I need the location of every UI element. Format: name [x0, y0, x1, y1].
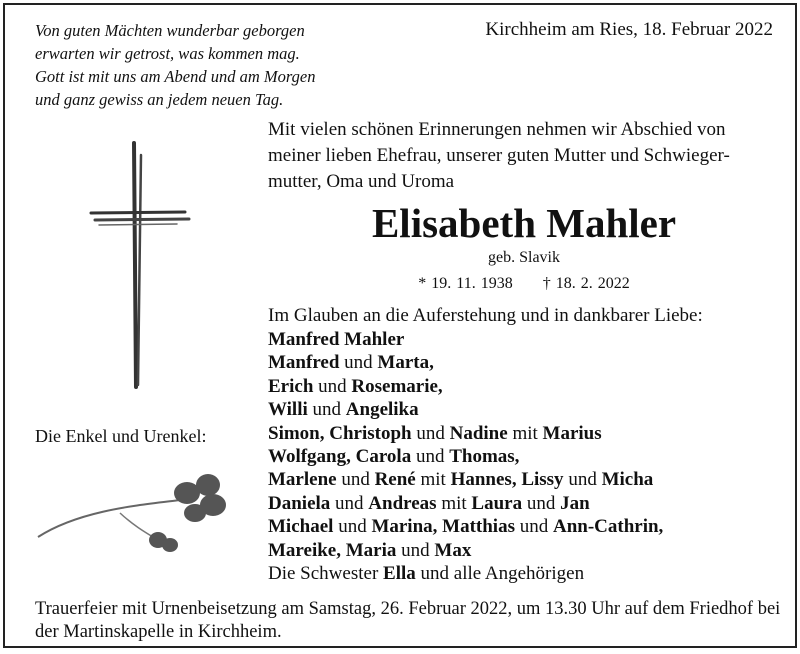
mourner-name: Marta, — [377, 352, 434, 374]
mourner-name: Nadine — [449, 422, 508, 444]
place-date: Kirchheim am Ries, 18. Februar 2022 — [485, 19, 773, 40]
mourner-name: Mareike, Maria — [268, 539, 397, 561]
mourner-name: Hannes, Lissy — [450, 469, 564, 491]
mourner-name: Daniela — [268, 492, 331, 514]
mourner-line — [268, 422, 663, 445]
mourner-name: Angelika — [345, 399, 419, 421]
connector-text: und — [336, 469, 375, 491]
mourner-name: Ella — [383, 562, 416, 584]
connector-text: und — [330, 492, 369, 514]
birth-name: geb. Slavik — [488, 249, 560, 266]
connector-text: Die Schwester — [268, 562, 384, 584]
mourner-line — [268, 375, 663, 398]
connector-text: und — [307, 399, 346, 421]
connector-text: und — [514, 516, 553, 538]
faith-line: Im Glauben an die Auferstehung und in dankbarer Liebe: — [268, 305, 703, 326]
death-date: † 18. 2. 2022 — [542, 275, 630, 292]
deceased-name: Elisabeth Mahler — [371, 200, 677, 246]
mourner-name: Erich — [268, 375, 314, 397]
mourner-line — [268, 445, 663, 468]
mourner-name: Manfred — [268, 352, 340, 374]
mourner-name: René — [374, 469, 416, 491]
grandchildren-label: Die Enkel und Urenkel: — [35, 426, 207, 446]
connector-text: mit — [415, 469, 451, 491]
poem-line: und ganz gewiss an jedem neuen Tag. — [35, 90, 284, 109]
connector-text: und — [411, 422, 450, 444]
poem-line: Von guten Mächten wunderbar geborgen — [35, 21, 305, 40]
connector-text: mit — [436, 492, 472, 514]
mourner-name: Manfred Mahler — [268, 329, 405, 350]
mourner-name: Ann-Cathrin, — [552, 516, 664, 538]
cross-icon — [85, 135, 195, 390]
mourner-name: Andreas — [368, 492, 437, 514]
birth-date: * 19. 11. 1938 — [418, 275, 513, 292]
funeral-service-info: Trauerfeier mit Urnenbeisetzung am Samstag, 26. Februar 2022, um 13.30 Uhr auf dem Friedhof bei der Martinskapelle in Kirchheim. — [35, 599, 781, 642]
poem — [35, 19, 316, 111]
mourner-line — [268, 492, 663, 515]
connector-text: und alle Angehörigen — [415, 562, 585, 584]
connector-text: und — [396, 539, 435, 561]
mourner-name: Wolfgang, Carola — [268, 445, 412, 467]
obituary-notice — [3, 3, 797, 648]
mourner-name: Laura — [471, 492, 523, 514]
poem-line: erwarten wir getrost, was kommen mag. — [35, 44, 300, 63]
poem-line: Gott ist mit uns am Abend und am Morgen — [35, 67, 316, 86]
mourner-line — [268, 351, 663, 374]
intro-text: Mit vielen schönen Erinnerungen nehmen wir Abschied von meiner lieben Ehefrau, unserer guten Mutter und Schwieger-mutter, Oma und Uroma — [268, 119, 730, 192]
mourner-name: Michael — [268, 516, 334, 538]
mourner-name: Micha — [601, 469, 654, 491]
mourner-name: Marina, Matthias — [371, 516, 515, 538]
mourner-line — [268, 468, 663, 491]
connector-text: und — [339, 352, 378, 374]
mourner-name: Marlene — [268, 469, 337, 491]
mourner-name: Rosemarie, — [351, 375, 443, 397]
mourners-list — [268, 328, 663, 585]
mourner-name: Max — [434, 539, 472, 561]
mourner-name: Simon, Christoph — [268, 422, 412, 444]
connector-text: und — [563, 469, 602, 491]
mourner-line — [268, 328, 663, 351]
connector-text: und — [333, 516, 372, 538]
mourner-name: Jan — [560, 492, 590, 514]
connector-text: und — [522, 492, 561, 514]
mourner-name: Willi — [268, 399, 308, 421]
life-dates — [268, 275, 780, 293]
connector-text: und — [411, 445, 450, 467]
clover-icon — [30, 465, 245, 565]
mourner-name: Marius — [542, 422, 602, 444]
mourner-line — [268, 562, 663, 585]
connector-text: mit — [507, 422, 543, 444]
mourner-name: Thomas, — [449, 445, 520, 467]
connector-text: und — [313, 375, 352, 397]
mourner-line — [268, 515, 663, 538]
mourner-line — [268, 398, 663, 421]
mourner-line — [268, 539, 663, 562]
